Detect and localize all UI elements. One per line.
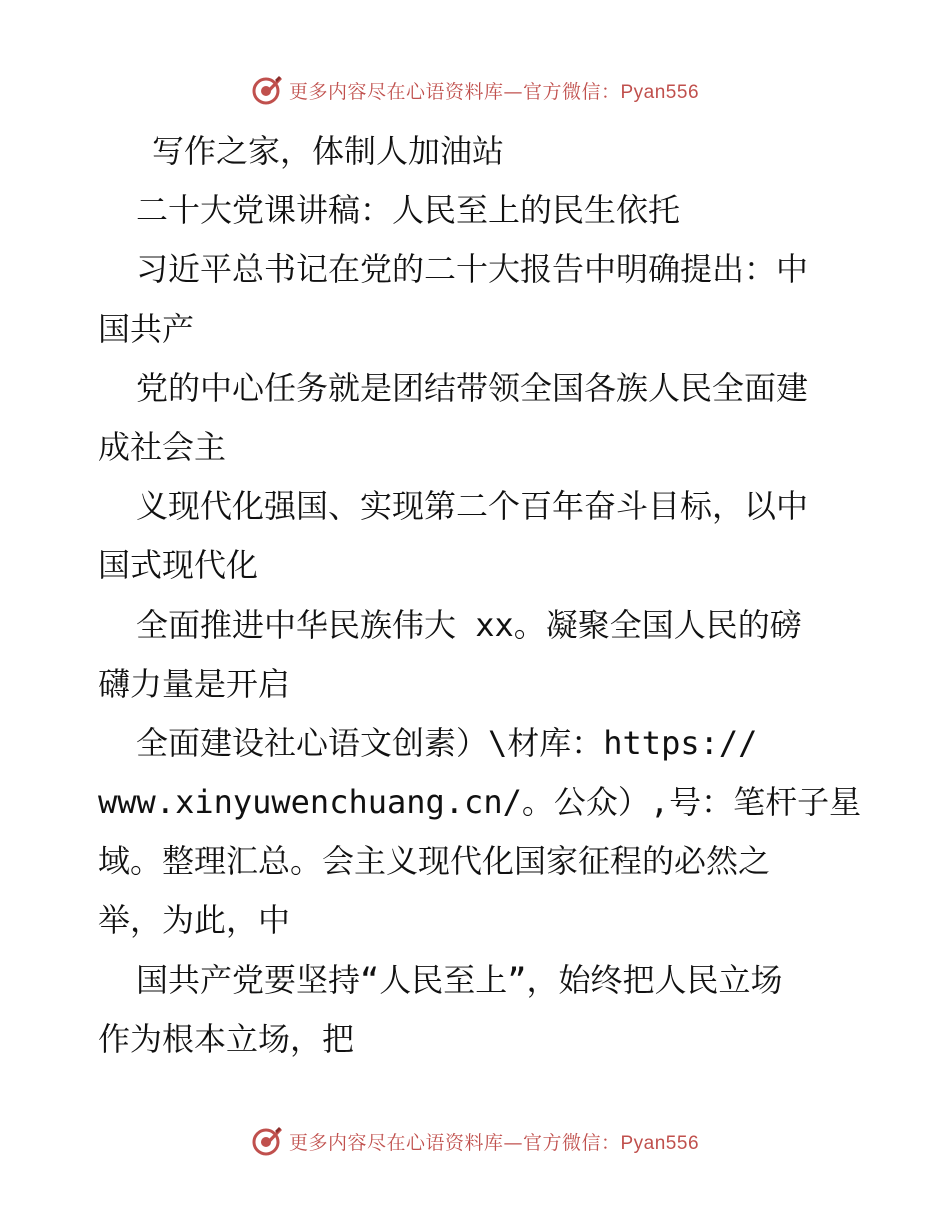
text-line: 域。整理汇总。会主义现代化国家征程的必然之: [98, 842, 771, 881]
text-line: www.xinyuwenchuang.cn/。公众）,号：笔杆子星: [98, 783, 862, 822]
quill-logo-icon: [251, 74, 283, 106]
watermark-text: 更多内容尽在心语资料库—官方微信：Pyan556: [288, 80, 700, 103]
text-line: 举，为此，中: [98, 901, 291, 940]
text-line: 义现代化强国、实现第二个百年奋斗目标，以中: [136, 487, 809, 526]
watermark-text: 更多内容尽在心语资料库—官方微信：Pyan556: [288, 1131, 700, 1154]
text-line: 习近平总书记在党的二十大报告中明确提出：中: [136, 250, 809, 289]
footer-watermark: [0, 1121, 950, 1161]
text-line: 国共产党要坚持“人民至上”，始终把人民立场: [136, 960, 783, 999]
watermark-handle: Pyan556: [620, 1132, 700, 1154]
text-line: 作为根本立场，把: [98, 1019, 355, 1058]
text-line: 党的中心任务就是团结带领全国各族人民全面建: [136, 368, 809, 407]
text-line: 国共产: [98, 309, 195, 348]
document-body: [98, 122, 862, 1069]
text-line: 全面建设社心语文创素）\材库：https://: [136, 723, 758, 762]
text-line: 写作之家，体制人加油站: [152, 132, 505, 170]
text-line: 国式现代化: [98, 546, 259, 585]
text-line: 全面推进中华民族伟大 xx。凝聚全国人民的磅: [136, 605, 802, 644]
text-line: 二十大党课讲稿：人民至上的民生依托: [136, 191, 681, 230]
text-line: 礴力量是开启: [98, 664, 291, 703]
header-watermark: [0, 70, 950, 110]
quill-logo-icon: [251, 1125, 283, 1157]
text-line: 成社会主: [98, 427, 227, 466]
watermark-handle: Pyan556: [620, 81, 700, 103]
